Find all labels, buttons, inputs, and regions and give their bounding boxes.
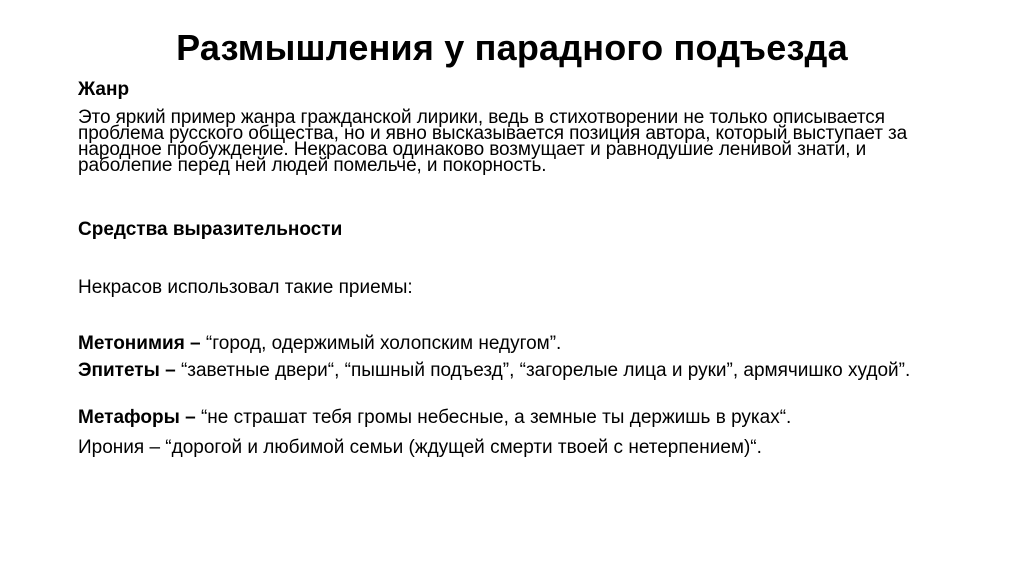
means-heading: Средства выразительности (78, 219, 343, 240)
list-item-epithets (78, 362, 958, 379)
item-text: “не страшат тебя громы небесные, а земные ты держишь в руках“. (195, 407, 792, 428)
means-intro: Некрасов использовал такие приемы: (78, 277, 413, 298)
item-term: Метонимия – (78, 333, 201, 354)
item-text: Ирония – “дорогой и любимой семьи (ждущей смерти твоей с нетерпением)“. (78, 437, 762, 458)
list-item-metonymy (78, 334, 958, 354)
item-term: Метафоры – (78, 407, 196, 428)
item-text: “город, одержимый холопским недугом”. (200, 333, 562, 354)
item-text: “заветные двери“, “пышный подъезд”, “загорелые лица и руки”, армячишко худой”. (175, 360, 911, 381)
genre-heading: Жанр (78, 79, 130, 100)
slide-title: Размышления у парадного подъезда (176, 27, 848, 68)
genre-paragraph: Это яркий пример жанра гражданской лирики, ведь в стихотворении не только описывается проблема русского общества, но и явно высказывается позиция автора, который выступает за народное пробуждение. Некрасова одинаково возмущает и равнодушие ленивой знати, и раболепие перед ней людей помельче, и покорность. (78, 107, 908, 176)
list-item-metaphors (78, 408, 958, 428)
list-item-irony (78, 438, 958, 458)
item-term: Эпитеты – (78, 360, 176, 381)
